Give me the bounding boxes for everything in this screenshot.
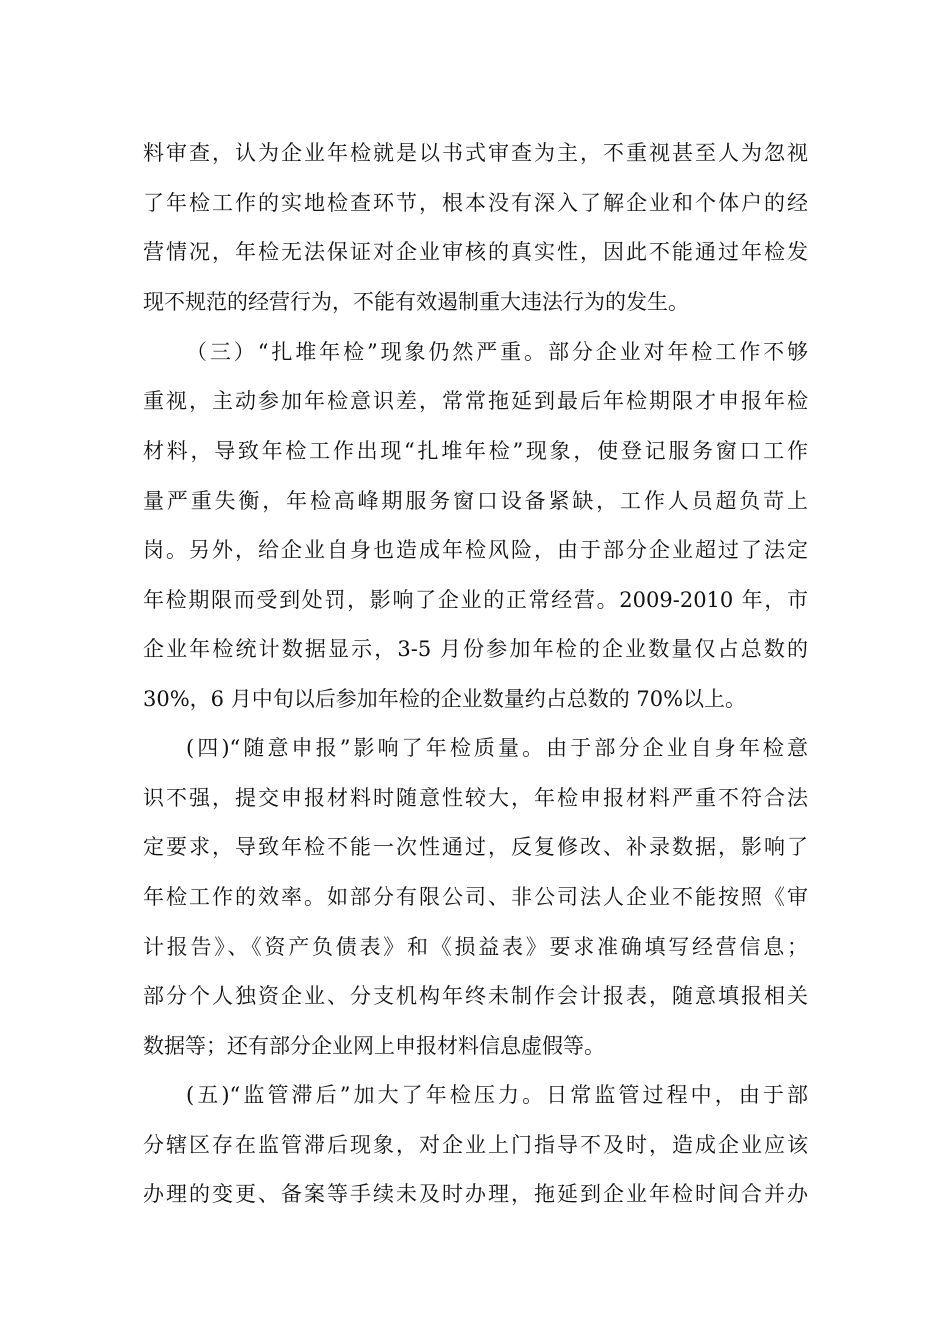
text-line: 分辖区存在监管滞后现象，对企业上门指导不及时，造成企业应该	[143, 1133, 808, 1157]
text-line: 料审查，认为企业年检就是以书式审查为主，不重视甚至人为忽视	[143, 141, 808, 165]
text-line: 材料，导致年检工作出现“扎堆年检”现象，使登记服务窗口工作	[143, 439, 808, 463]
text-line: 营情况，年检无法保证对企业审核的真实性，因此不能通过年检发	[143, 240, 808, 264]
section-heading-line: (五)“监管滞后”加大了年检压力。日常监管过程中，由于部	[186, 1083, 808, 1107]
text-line: 年检期限而受到处罚，影响了企业的正常经营。2009-2010 年，市	[143, 588, 808, 612]
text-line: 部分个人独资企业、分支机构年终未制作会计报表，随意填报相关	[143, 984, 808, 1008]
text-line: 定要求，导致年检不能一次性通过，反复修改、补录数据，影响了	[143, 835, 808, 859]
text-line: 30%，6 月中旬以后参加年检的企业数量约占总数的 70%以上。	[143, 687, 747, 711]
text-line: 办理的变更、备案等手续未及时办理，拖延到企业年检时间合并办	[143, 1182, 808, 1206]
text-line: 识不强，提交申报材料时随意性较大，年检申报材料严重不符合法	[143, 786, 808, 810]
section-heading-line: (四)“随意申报”影响了年检质量。由于部分企业自身年检意	[186, 736, 808, 760]
text-line: 重视，主动参加年检意识差，常常拖延到最后年检期限才申报年检	[143, 389, 808, 413]
text-line: 岗。另外，给企业自身也造成年检风险，由于部分企业超过了法定	[143, 538, 808, 562]
text-line: 企业年检统计数据显示，3-5 月份参加年检的企业数量仅占总数的	[143, 637, 808, 661]
text-line: 量严重失衡，年检高峰期服务窗口设备紧缺，工作人员超负苛上	[143, 489, 808, 513]
section-heading-line: （三）“扎堆年检”现象仍然严重。部分企业对年检工作不够	[186, 340, 808, 364]
text-line: 现不规范的经营行为，不能有效遏制重大违法行为的发生。	[143, 290, 689, 314]
text-line: 年检工作的效率。如部分有限公司、非公司法人企业不能按照《审	[143, 885, 808, 909]
text-line: 了年检工作的实地检查环节，根本没有深入了解企业和个体户的经	[143, 191, 808, 215]
text-line: 数据等；还有部分企业网上申报材料信息虚假等。	[143, 1034, 605, 1058]
text-line: 计报告》、《资产负债表》和《损益表》要求准确填写经营信息；	[143, 935, 808, 959]
